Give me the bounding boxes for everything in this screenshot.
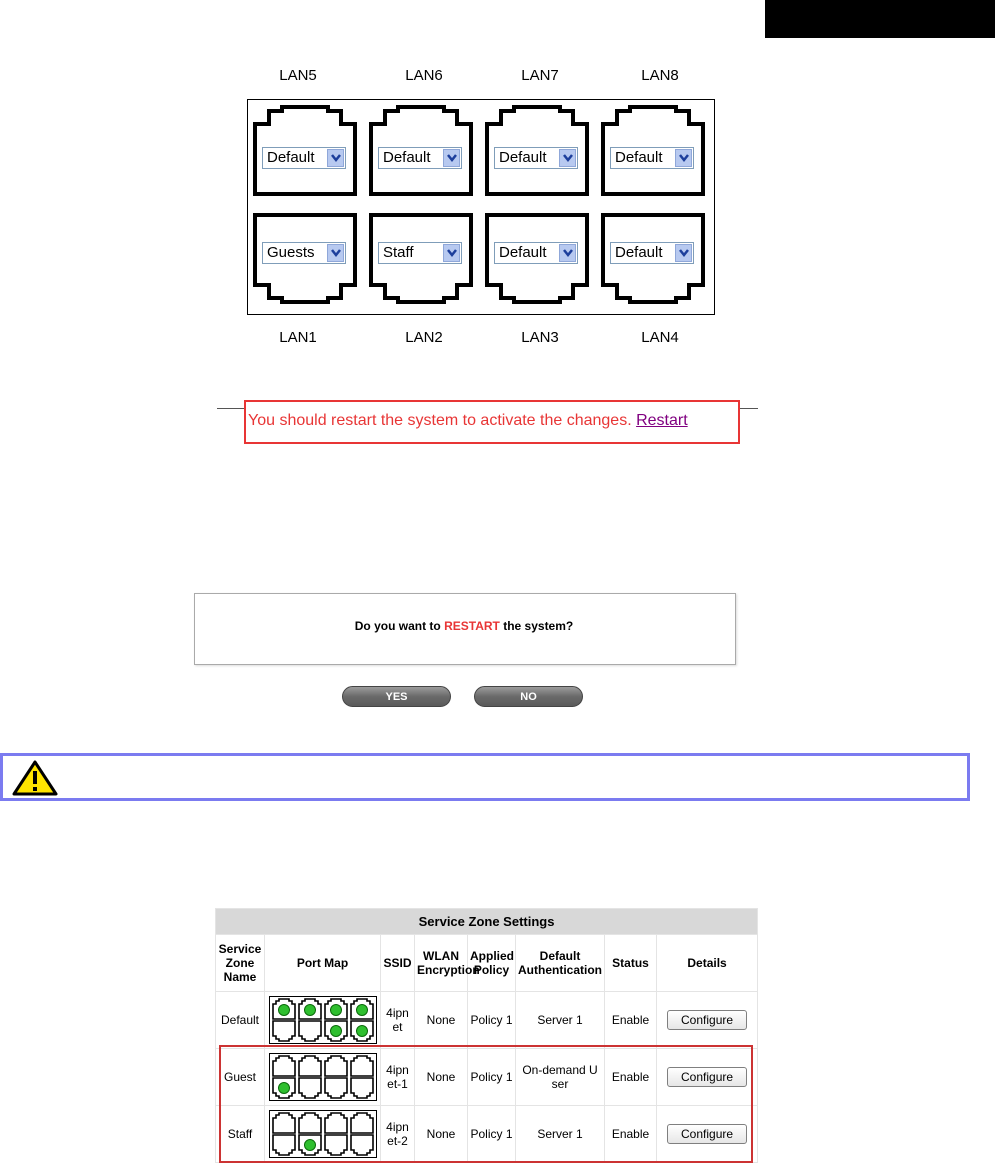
zone-name: Staff [216,1106,265,1163]
table-row [216,992,758,1049]
table-row [216,1106,758,1163]
status: Enable [605,992,657,1049]
port-map-cell [265,992,381,1049]
port-lan4 [598,212,708,300]
col-header-zone-name: Service Zone Name [216,935,265,992]
mini-port [299,1056,321,1076]
ssid: 4ipn et-1 [381,1049,415,1106]
mini-port [351,1056,373,1076]
port-active-indicator [356,1005,367,1016]
encryption: None [415,1106,468,1163]
question-highlight: RESTART [444,619,500,633]
port-map-graphic [271,1055,375,1099]
lan4-label: LAN4 [641,329,679,346]
port-active-indicator [304,1005,315,1016]
question-suffix: the system? [499,619,574,633]
zone-select-lan1-value: Guests [267,244,315,261]
table-row [216,1049,758,1106]
encryption: None [415,992,468,1049]
port-lan6 [366,104,476,192]
no-button[interactable]: NO [474,686,583,707]
port-active-indicator [278,1083,289,1094]
col-header-details: Details [657,935,758,992]
zone-select-lan6-value: Default [383,149,431,166]
port-active-indicator [330,1026,341,1037]
mini-port [273,1056,295,1076]
chevron-down-icon [675,149,692,167]
lan8-label: LAN8 [641,67,679,84]
port-map-cell [265,1049,381,1106]
col-header-policy: Applied Policy [468,935,516,992]
corner-black-tab [765,0,995,38]
mini-port [325,1056,347,1076]
ssid: 4ipn et [381,992,415,1049]
col-header-auth: Default Authentication [516,935,605,992]
port-map [269,1110,377,1158]
chevron-down-icon [559,244,576,262]
ssid: 4ipn et-2 [381,1106,415,1163]
details-cell [657,992,758,1049]
zone-select-lan2[interactable] [378,242,462,264]
chevron-down-icon [443,244,460,262]
zone-select-lan2-value: Staff [383,244,414,261]
encryption: None [415,1049,468,1106]
zone-select-lan8-value: Default [615,149,663,166]
yes-button[interactable]: YES [342,686,451,707]
zone-name: Default [216,992,265,1049]
mini-port [273,1113,295,1133]
mini-port [299,1021,321,1041]
zone-select-lan4[interactable] [610,242,694,264]
policy: Policy 1 [468,992,516,1049]
col-header-port-map: Port Map [265,935,381,992]
port-lan2 [366,212,476,300]
lan6-label: LAN6 [405,67,443,84]
chevron-down-icon [327,149,344,167]
port-map [269,996,377,1044]
col-header-ssid: SSID [381,935,415,992]
lan3-label: LAN3 [521,329,559,346]
status: Enable [605,1049,657,1106]
zone-select-lan6[interactable] [378,147,462,169]
warning-triangle-icon [11,759,59,797]
warning-banner [0,753,970,801]
configure-button[interactable]: Configure [667,1067,747,1087]
zone-select-lan8[interactable] [610,147,694,169]
service-zone-table [215,908,757,1163]
auth: On-demand U ser [516,1049,605,1106]
zone-select-lan7-value: Default [499,149,547,166]
restart-notice [248,412,688,430]
port-map-cell [265,1106,381,1163]
zone-select-lan5-value: Default [267,149,315,166]
mini-port [351,1078,373,1098]
port-lan1 [250,212,360,300]
lan5-label: LAN5 [279,67,317,84]
configure-button[interactable]: Configure [667,1124,747,1144]
port-map [269,1053,377,1101]
mini-port [273,1135,295,1155]
zone-select-lan3-value: Default [499,244,547,261]
col-header-status: Status [605,935,657,992]
restart-link[interactable]: Restart [636,412,688,429]
mini-port [351,1113,373,1133]
question-prefix: Do you want to [354,619,445,633]
details-cell [657,1049,758,1106]
status: Enable [605,1106,657,1163]
port-lan5 [250,104,360,192]
lan1-label: LAN1 [279,329,317,346]
policy: Policy 1 [468,1049,516,1106]
port-lan3 [482,212,592,300]
zone-name: Guest [216,1049,265,1106]
zone-select-lan1[interactable] [262,242,346,264]
col-header-encryption: WLAN Encryption [415,935,468,992]
mini-port [325,1113,347,1133]
chevron-down-icon [675,244,692,262]
restart-notice-text: You should restart the system to activate the changes. [248,412,632,429]
port-map-graphic [271,998,375,1042]
policy: Policy 1 [468,1106,516,1163]
port-active-indicator [356,1026,367,1037]
mini-port [299,1078,321,1098]
mini-port [351,1135,373,1155]
port-map-graphic [271,1112,375,1156]
port-active-indicator [304,1140,315,1151]
chevron-down-icon [443,149,460,167]
mini-port [325,1078,347,1098]
port-lan8 [598,104,708,192]
mini-port [299,1113,321,1133]
chevron-down-icon [327,244,344,262]
auth: Server 1 [516,1106,605,1163]
lan2-label: LAN2 [405,329,443,346]
restart-question [194,619,734,633]
zone-select-lan3[interactable] [494,242,578,264]
mini-port [273,1021,295,1041]
lan7-label: LAN7 [521,67,559,84]
port-lan7 [482,104,592,192]
mini-port [325,1135,347,1155]
zone-select-lan5[interactable] [262,147,346,169]
configure-button[interactable]: Configure [667,1010,747,1030]
zone-select-lan4-value: Default [615,244,663,261]
chevron-down-icon [559,149,576,167]
auth: Server 1 [516,992,605,1049]
port-active-indicator [330,1005,341,1016]
details-cell [657,1106,758,1163]
zone-select-lan7[interactable] [494,147,578,169]
table-title: Service Zone Settings [216,909,758,935]
port-active-indicator [278,1005,289,1016]
